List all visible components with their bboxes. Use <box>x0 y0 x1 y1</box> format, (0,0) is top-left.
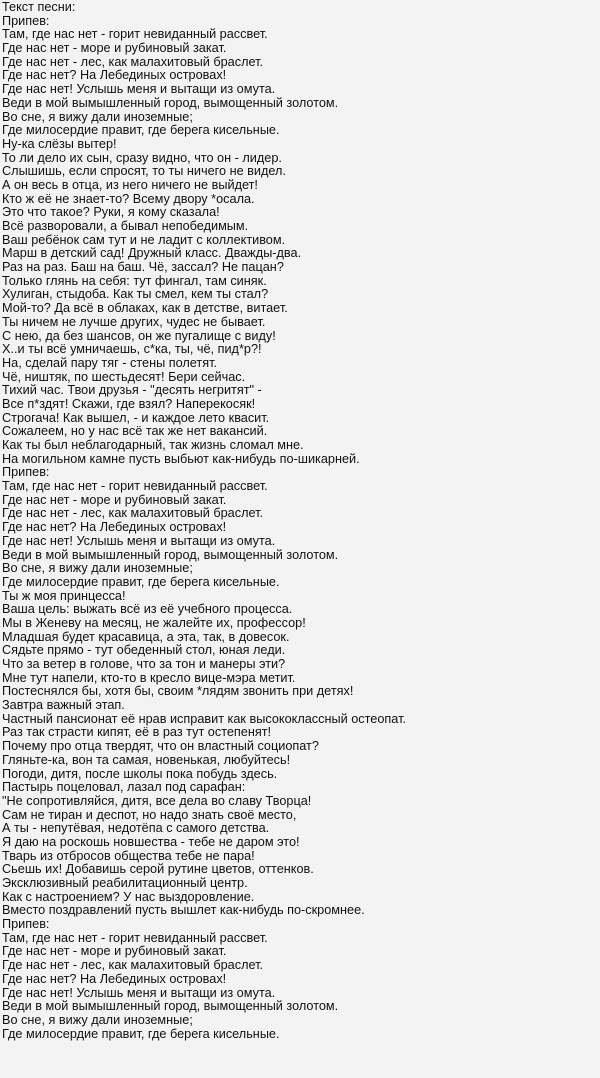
lyrics-line: Гляньте-ка, вон та самая, новенькая, любуйтесь! <box>2 752 291 767</box>
lyrics-line: Кто ж её не знает-то? Всему двору *осала. <box>2 191 255 206</box>
lyrics-line: Где нас нет - море и рубиновый закат. <box>2 492 227 507</box>
lyrics-line: Где нас нет! Услышь меня и вытащи из омута. <box>2 82 276 97</box>
lyrics-line: Как с настроением? У нас выздоровление. <box>2 889 255 904</box>
lyrics-line: Во сне, я вижу дали иноземные; <box>2 109 193 124</box>
lyrics-line: Где нас нет - море и рубиновый закат. <box>2 944 227 959</box>
lyrics-line: Слышишь, если спросят, то ты ничего не видел. <box>2 164 286 179</box>
lyrics-line: Где нас нет - море и рубиновый закат. <box>2 41 227 56</box>
lyrics-line: Где нас нет - лес, как малахитовый браслет. <box>2 958 264 973</box>
lyrics-line: Мой-то? Да всё в облаках, как в детстве, витает. <box>2 301 288 316</box>
lyrics-line: Ваша цель: выжать всё из её учебного процесса. <box>2 602 293 617</box>
lyrics-line: Только глянь на себя: тут фингал, там синяк. <box>2 273 267 288</box>
lyrics-line: Сожалеем, но у нас всё так же нет вакансий. <box>2 424 268 439</box>
lyrics-line: Всё разворовали, а бывал непобедимым. <box>2 219 249 233</box>
lyrics-line: Как ты был неблагодарный, так жизнь сломал мне. <box>2 438 304 452</box>
lyrics-line: Все п*здят! Скажи, где взял? Наперекосяк! <box>2 396 256 411</box>
lyrics-line: Припев: <box>2 465 50 480</box>
lyrics-line: Завтра важный этап. <box>2 698 125 713</box>
lyrics-line: Почему про отца твердят, что он властный социопат? <box>2 739 319 754</box>
lyrics-line: Веди в мой вымышленный город, вымощенный золотом. <box>2 547 339 562</box>
lyrics-line: Где милосердие правит, где берега кисельные. <box>2 123 280 138</box>
lyrics-line: Веди в мой вымышленный город, вымощенный золотом. <box>2 999 339 1014</box>
lyrics-line: Где нас нет! Услышь меня и вытащи из омута. <box>2 985 276 1000</box>
lyrics-line: Сьешь их! Добавишь серой рутине цветов, оттенков. <box>2 862 314 877</box>
lyrics-line: Где нас нет? На Лебединых островах! <box>2 520 227 535</box>
lyrics-line: Припев: <box>2 13 50 28</box>
lyrics-line: С нею, да без шансов, он же пугалище с виду! <box>2 328 276 343</box>
lyrics-line: Раз на раз. Баш на баш. Чё, зассал? Не пацан? <box>2 260 284 275</box>
lyrics-line: Погоди, дитя, после школы пока побудь здесь. <box>2 766 278 781</box>
lyrics-line: Сам не тиран и деспот, но надо знать своё место, <box>2 807 297 822</box>
lyrics-line: Пастырь поцеловал, лазал под сарафан: <box>2 780 246 795</box>
lyrics-lines <box>2 15 598 1042</box>
lyrics-line: Ваш ребёнок сам тут и не ладит с коллективом. <box>2 232 286 247</box>
lyrics-heading: Текст песни: <box>2 0 76 14</box>
lyrics-line: Младшая будет красавица, а эта, так, в довесок. <box>2 629 290 644</box>
lyrics-line: Вместо поздравлений пусть вышлет как-нибудь по-скромнее. <box>2 903 365 918</box>
lyrics-line: Там, где нас нет - горит невиданный рассвет. <box>2 27 268 42</box>
lyrics-line: Во сне, я вижу дали иноземные; <box>2 561 193 576</box>
lyrics-line: Где нас нет! Услышь меня и вытащи из омута. <box>2 533 276 548</box>
lyrics-line: А он весь в отца, из него ничего не выйдет! <box>2 177 258 192</box>
lyrics-line: Где нас нет - лес, как малахитовый браслет. <box>2 506 264 521</box>
lyrics-line: Там, где нас нет - горит невиданный рассвет. <box>2 479 268 494</box>
lyrics-line: На могильном камне пусть выбьют как-нибудь по-шикарней. <box>2 451 360 466</box>
lyrics-line: Постеснялся бы, хотя бы, своим *лядям звонить при детях! <box>2 684 354 699</box>
lyrics-line: Тихий час. Твои друзья - "десять негритят" - <box>2 383 262 398</box>
lyrics-line: А ты - непутёвая, недотёпа с самого детства. <box>2 821 270 836</box>
lyrics-line: Припев: <box>2 917 50 932</box>
lyrics-line: Это что такое? Руки, я кому сказала! <box>2 205 220 220</box>
lyrics-line: Частный пансионат её нрав исправит как высококлассный остеопат. <box>2 711 406 726</box>
lyrics-line: Ты ничем не лучше других, чудес не бывает. <box>2 314 266 329</box>
lyrics-line: "Не сопротивляйся, дитя, все дела во славу Творца! <box>2 793 312 808</box>
lyrics-line: Где милосердие правит, где берега кисельные. <box>2 574 280 589</box>
lyrics-line: Строгача! Как вышел, - и каждое лето квасит. <box>2 410 270 425</box>
lyrics-line: Где нас нет? На Лебединых островах! <box>2 971 227 986</box>
lyrics-line: Где милосердие правит, где берега кисельные. <box>2 1026 280 1041</box>
lyrics-line: На, сделай пару тяг - стены полетят. <box>2 355 218 370</box>
lyrics-line: Сядьте прямо - тут обеденный стол, юная леди. <box>2 643 286 658</box>
lyrics-line: Мне тут напели, кто-то в кресло вице-мэра метит. <box>2 670 296 685</box>
lyrics-line: Марш в детский сад! Дружный класс. Дважды-два. <box>2 246 302 261</box>
lyrics-line: Раз так страсти кипят, её в раз тут остепенят! <box>2 725 272 740</box>
lyrics-line: Во сне, я вижу дали иноземные; <box>2 1012 193 1027</box>
lyrics-line: Там, где нас нет - горит невиданный рассвет. <box>2 930 268 945</box>
lyrics-line: Что за ветер в голове, что за тон и манеры эти? <box>2 657 286 671</box>
lyrics-line: Чё, ништяк, по шестьдесят! Бери сейчас. <box>2 369 246 384</box>
lyrics-line: То ли дело их сын, сразу видно, что он - лидер. <box>2 150 282 165</box>
lyrics-line: Тварь из отбросов общества тебе не пара! <box>2 848 255 863</box>
lyrics-line: Хулиган, стыдоба. Как ты смел, кем ты стал? <box>2 287 269 302</box>
lyrics-line: Я даю на роскошь новшества - тебе не даром это! <box>2 834 300 849</box>
lyrics-line: Ты ж моя принцесса! <box>2 588 126 603</box>
lyrics-line: Где нас нет? На Лебединых островах! <box>2 68 227 83</box>
lyrics-line: Х..и ты всё умничаешь, с*ка, ты, чё, пид*р?! <box>2 342 262 357</box>
lyrics-line: Где нас нет - лес, как малахитовый браслет. <box>2 54 264 69</box>
lyrics-line: Веди в мой вымышленный город, вымощенный золотом. <box>2 95 339 110</box>
lyrics-line: Эксклюзивный реабилитационный центр. <box>2 876 248 890</box>
lyrics-line: Ну-ка слёзы вытер! <box>2 136 117 151</box>
lyrics-line: Мы в Женеву на месяц, не жалейте их, профессор! <box>2 615 306 630</box>
